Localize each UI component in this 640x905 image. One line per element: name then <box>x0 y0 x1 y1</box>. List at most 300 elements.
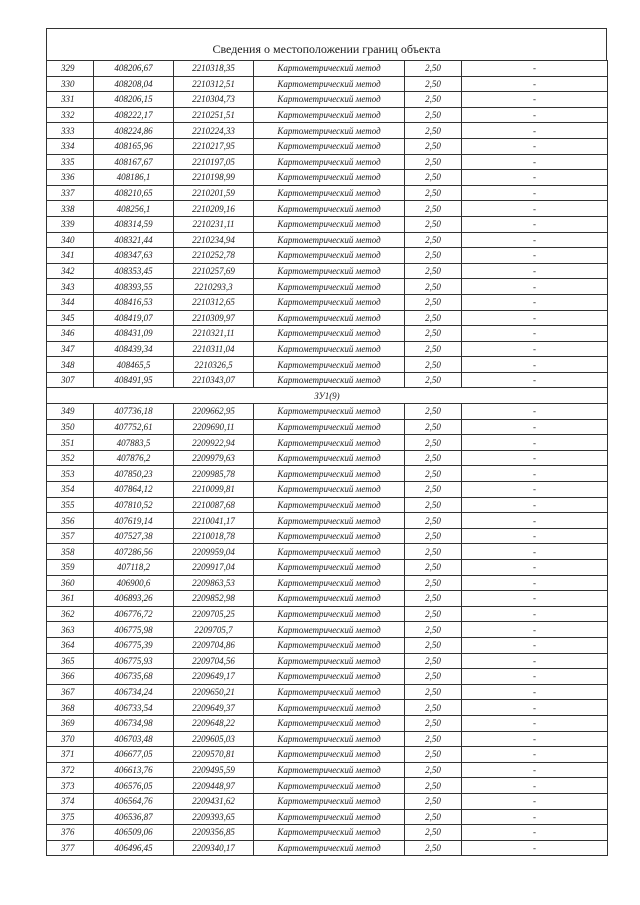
description-cell: - <box>462 840 608 856</box>
method-cell: Картометрический метод <box>254 778 405 794</box>
accuracy-cell: 2,50 <box>405 669 462 685</box>
method-cell: Картометрический метод <box>254 809 405 825</box>
y-coordinate-cell: 2209650,21 <box>174 684 254 700</box>
table-row <box>47 482 608 498</box>
y-coordinate-cell: 2210018,78 <box>174 528 254 544</box>
point-number-cell: 356 <box>47 513 94 529</box>
y-coordinate-cell: 2209393,65 <box>174 809 254 825</box>
table-row <box>47 684 608 700</box>
description-cell: - <box>462 606 608 622</box>
method-cell: Картометрический метод <box>254 591 405 607</box>
accuracy-cell: 2,50 <box>405 637 462 653</box>
description-cell: - <box>462 372 608 388</box>
description-cell: - <box>462 92 608 108</box>
accuracy-cell: 2,50 <box>405 497 462 513</box>
y-coordinate-cell: 2209448,97 <box>174 778 254 794</box>
x-coordinate-cell: 406677,05 <box>94 747 174 763</box>
point-number-cell: 343 <box>47 279 94 295</box>
accuracy-cell: 2,50 <box>405 825 462 841</box>
accuracy-cell: 2,50 <box>405 92 462 108</box>
x-coordinate-cell: 408210,65 <box>94 185 174 201</box>
point-number-cell: 354 <box>47 482 94 498</box>
table-row <box>47 450 608 466</box>
point-number-cell: 376 <box>47 825 94 841</box>
x-coordinate-cell: 407752,61 <box>94 419 174 435</box>
method-cell: Картометрический метод <box>254 154 405 170</box>
description-cell: - <box>462 560 608 576</box>
method-cell: Картометрический метод <box>254 76 405 92</box>
x-coordinate-cell: 406776,72 <box>94 606 174 622</box>
description-cell: - <box>462 747 608 763</box>
y-coordinate-cell: 2209662,95 <box>174 404 254 420</box>
method-cell: Картометрический метод <box>254 560 405 576</box>
description-cell: - <box>462 216 608 232</box>
point-number-cell: 353 <box>47 466 94 482</box>
description-cell: - <box>462 107 608 123</box>
method-cell: Картометрический метод <box>254 544 405 560</box>
method-cell: Картометрический метод <box>254 185 405 201</box>
y-coordinate-cell: 2210197,05 <box>174 154 254 170</box>
boundary-sheet <box>46 28 607 856</box>
x-coordinate-cell: 406775,93 <box>94 653 174 669</box>
point-number-cell: 373 <box>47 778 94 794</box>
accuracy-cell: 2,50 <box>405 809 462 825</box>
accuracy-cell: 2,50 <box>405 138 462 154</box>
description-cell: - <box>462 715 608 731</box>
table-row <box>47 170 608 186</box>
y-coordinate-cell: 2210309,97 <box>174 310 254 326</box>
table-row <box>47 294 608 310</box>
y-coordinate-cell: 2210087,68 <box>174 497 254 513</box>
table-row <box>47 622 608 638</box>
accuracy-cell: 2,50 <box>405 575 462 591</box>
method-cell: Картометрический метод <box>254 840 405 856</box>
table-row <box>47 513 608 529</box>
accuracy-cell: 2,50 <box>405 419 462 435</box>
y-coordinate-cell: 2209649,17 <box>174 669 254 685</box>
method-cell: Картометрический метод <box>254 372 405 388</box>
y-coordinate-cell: 2209852,98 <box>174 591 254 607</box>
method-cell: Картометрический метод <box>254 669 405 685</box>
table-row <box>47 185 608 201</box>
x-coordinate-cell: 406775,98 <box>94 622 174 638</box>
table-row <box>47 357 608 373</box>
table-row <box>47 341 608 357</box>
description-cell: - <box>462 778 608 794</box>
description-cell: - <box>462 263 608 279</box>
group-header-row <box>47 388 608 404</box>
point-number-cell: 336 <box>47 170 94 186</box>
x-coordinate-cell: 408416,53 <box>94 294 174 310</box>
x-coordinate-cell: 406509,06 <box>94 825 174 841</box>
x-coordinate-cell: 408167,67 <box>94 154 174 170</box>
method-cell: Картометрический метод <box>254 170 405 186</box>
group-label: ЗУ1(9) <box>47 388 608 404</box>
table-row <box>47 123 608 139</box>
x-coordinate-cell: 408224,86 <box>94 123 174 139</box>
table-row <box>47 793 608 809</box>
description-cell: - <box>462 466 608 482</box>
table-row <box>47 591 608 607</box>
point-number-cell: 370 <box>47 731 94 747</box>
point-number-cell: 339 <box>47 216 94 232</box>
x-coordinate-cell: 407736,18 <box>94 404 174 420</box>
accuracy-cell: 2,50 <box>405 591 462 607</box>
accuracy-cell: 2,50 <box>405 263 462 279</box>
method-cell: Картометрический метод <box>254 513 405 529</box>
table-row <box>47 778 608 794</box>
point-number-cell: 347 <box>47 341 94 357</box>
description-cell: - <box>462 279 608 295</box>
point-number-cell: 364 <box>47 637 94 653</box>
point-number-cell: 368 <box>47 700 94 716</box>
accuracy-cell: 2,50 <box>405 653 462 669</box>
description-cell: - <box>462 450 608 466</box>
table-row <box>47 715 608 731</box>
table-row <box>47 326 608 342</box>
y-coordinate-cell: 2210318,35 <box>174 61 254 77</box>
table-row <box>47 762 608 778</box>
x-coordinate-cell: 408419,07 <box>94 310 174 326</box>
accuracy-cell: 2,50 <box>405 248 462 264</box>
table-row <box>47 700 608 716</box>
point-number-cell: 351 <box>47 435 94 451</box>
y-coordinate-cell: 2209917,04 <box>174 560 254 576</box>
method-cell: Картометрический метод <box>254 357 405 373</box>
point-number-cell: 359 <box>47 560 94 576</box>
description-cell: - <box>462 138 608 154</box>
method-cell: Картометрический метод <box>254 294 405 310</box>
description-cell: - <box>462 61 608 77</box>
description-cell: - <box>462 419 608 435</box>
x-coordinate-cell: 406735,68 <box>94 669 174 685</box>
x-coordinate-cell: 407850,23 <box>94 466 174 482</box>
accuracy-cell: 2,50 <box>405 747 462 763</box>
y-coordinate-cell: 2209648,22 <box>174 715 254 731</box>
accuracy-cell: 2,50 <box>405 606 462 622</box>
y-coordinate-cell: 2210099,81 <box>174 482 254 498</box>
table-row <box>47 809 608 825</box>
table-row <box>47 138 608 154</box>
y-coordinate-cell: 2210209,16 <box>174 201 254 217</box>
point-number-cell: 340 <box>47 232 94 248</box>
point-number-cell: 350 <box>47 419 94 435</box>
description-cell: - <box>462 76 608 92</box>
y-coordinate-cell: 2210257,69 <box>174 263 254 279</box>
point-number-cell: 330 <box>47 76 94 92</box>
method-cell: Картометрический метод <box>254 482 405 498</box>
description-cell: - <box>462 310 608 326</box>
accuracy-cell: 2,50 <box>405 622 462 638</box>
accuracy-cell: 2,50 <box>405 294 462 310</box>
table-row <box>47 232 608 248</box>
point-number-cell: 349 <box>47 404 94 420</box>
point-number-cell: 358 <box>47 544 94 560</box>
x-coordinate-cell: 408465,5 <box>94 357 174 373</box>
x-coordinate-cell: 407527,38 <box>94 528 174 544</box>
y-coordinate-cell: 2209959,04 <box>174 544 254 560</box>
method-cell: Картометрический метод <box>254 248 405 264</box>
accuracy-cell: 2,50 <box>405 61 462 77</box>
point-number-cell: 357 <box>47 528 94 544</box>
method-cell: Картометрический метод <box>254 622 405 638</box>
description-cell: - <box>462 154 608 170</box>
accuracy-cell: 2,50 <box>405 279 462 295</box>
method-cell: Картометрический метод <box>254 747 405 763</box>
x-coordinate-cell: 407883,5 <box>94 435 174 451</box>
coordinates-table <box>46 60 608 856</box>
method-cell: Картометрический метод <box>254 201 405 217</box>
table-row <box>47 248 608 264</box>
x-coordinate-cell: 408321,44 <box>94 232 174 248</box>
description-cell: - <box>462 809 608 825</box>
method-cell: Картометрический метод <box>254 123 405 139</box>
y-coordinate-cell: 2210311,04 <box>174 341 254 357</box>
table-row <box>47 61 608 77</box>
y-coordinate-cell: 2210224,33 <box>174 123 254 139</box>
description-cell: - <box>462 793 608 809</box>
table-row <box>47 653 608 669</box>
x-coordinate-cell: 408353,45 <box>94 263 174 279</box>
table-row <box>47 637 608 653</box>
accuracy-cell: 2,50 <box>405 528 462 544</box>
y-coordinate-cell: 2210231,11 <box>174 216 254 232</box>
description-cell: - <box>462 513 608 529</box>
point-number-cell: 332 <box>47 107 94 123</box>
table-row <box>47 575 608 591</box>
point-number-cell: 352 <box>47 450 94 466</box>
x-coordinate-cell: 406496,45 <box>94 840 174 856</box>
method-cell: Картометрический метод <box>254 61 405 77</box>
accuracy-cell: 2,50 <box>405 123 462 139</box>
table-row <box>47 606 608 622</box>
accuracy-cell: 2,50 <box>405 731 462 747</box>
y-coordinate-cell: 2210234,94 <box>174 232 254 248</box>
point-number-cell: 329 <box>47 61 94 77</box>
y-coordinate-cell: 2209605,03 <box>174 731 254 747</box>
x-coordinate-cell: 406775,39 <box>94 637 174 653</box>
method-cell: Картометрический метод <box>254 232 405 248</box>
accuracy-cell: 2,50 <box>405 544 462 560</box>
description-cell: - <box>462 544 608 560</box>
y-coordinate-cell: 2209979,63 <box>174 450 254 466</box>
y-coordinate-cell: 2209704,56 <box>174 653 254 669</box>
y-coordinate-cell: 2210312,51 <box>174 76 254 92</box>
accuracy-cell: 2,50 <box>405 435 462 451</box>
description-cell: - <box>462 123 608 139</box>
x-coordinate-cell: 406900,6 <box>94 575 174 591</box>
method-cell: Картометрический метод <box>254 528 405 544</box>
point-number-cell: 372 <box>47 762 94 778</box>
point-number-cell: 365 <box>47 653 94 669</box>
method-cell: Картометрический метод <box>254 419 405 435</box>
y-coordinate-cell: 2209431,62 <box>174 793 254 809</box>
table-row <box>47 419 608 435</box>
method-cell: Картометрический метод <box>254 637 405 653</box>
table-row <box>47 201 608 217</box>
point-number-cell: 377 <box>47 840 94 856</box>
table-row <box>47 528 608 544</box>
x-coordinate-cell: 408393,55 <box>94 279 174 295</box>
x-coordinate-cell: 407876,2 <box>94 450 174 466</box>
table-row <box>47 435 608 451</box>
y-coordinate-cell: 2210198,99 <box>174 170 254 186</box>
description-cell: - <box>462 762 608 778</box>
description-cell: - <box>462 482 608 498</box>
description-cell: - <box>462 591 608 607</box>
x-coordinate-cell: 406536,87 <box>94 809 174 825</box>
table-row <box>47 216 608 232</box>
point-number-cell: 337 <box>47 185 94 201</box>
accuracy-cell: 2,50 <box>405 107 462 123</box>
point-number-cell: 361 <box>47 591 94 607</box>
point-number-cell: 335 <box>47 154 94 170</box>
x-coordinate-cell: 408491,95 <box>94 372 174 388</box>
page-title: Сведения о местоположении границ объекта <box>46 28 607 60</box>
point-number-cell: 346 <box>47 326 94 342</box>
table-row <box>47 747 608 763</box>
x-coordinate-cell: 407118,2 <box>94 560 174 576</box>
y-coordinate-cell: 2209690,11 <box>174 419 254 435</box>
x-coordinate-cell: 408314,59 <box>94 216 174 232</box>
method-cell: Картометрический метод <box>254 466 405 482</box>
method-cell: Картометрический метод <box>254 310 405 326</box>
description-cell: - <box>462 185 608 201</box>
method-cell: Картометрический метод <box>254 263 405 279</box>
method-cell: Картометрический метод <box>254 326 405 342</box>
method-cell: Картометрический метод <box>254 575 405 591</box>
accuracy-cell: 2,50 <box>405 684 462 700</box>
method-cell: Картометрический метод <box>254 92 405 108</box>
point-number-cell: 366 <box>47 669 94 685</box>
x-coordinate-cell: 406734,98 <box>94 715 174 731</box>
accuracy-cell: 2,50 <box>405 357 462 373</box>
method-cell: Картометрический метод <box>254 216 405 232</box>
method-cell: Картометрический метод <box>254 653 405 669</box>
table-row <box>47 92 608 108</box>
x-coordinate-cell: 408206,15 <box>94 92 174 108</box>
x-coordinate-cell: 406734,24 <box>94 684 174 700</box>
method-cell: Картометрический метод <box>254 341 405 357</box>
description-cell: - <box>462 170 608 186</box>
description-cell: - <box>462 622 608 638</box>
table-row <box>47 372 608 388</box>
y-coordinate-cell: 2209922,94 <box>174 435 254 451</box>
description-cell: - <box>462 294 608 310</box>
table-row <box>47 544 608 560</box>
y-coordinate-cell: 2209495,59 <box>174 762 254 778</box>
x-coordinate-cell: 406613,76 <box>94 762 174 778</box>
description-cell: - <box>462 700 608 716</box>
point-number-cell: 345 <box>47 310 94 326</box>
x-coordinate-cell: 408186,1 <box>94 170 174 186</box>
method-cell: Картометрический метод <box>254 825 405 841</box>
y-coordinate-cell: 2210343,07 <box>174 372 254 388</box>
table-row <box>47 404 608 420</box>
point-number-cell: 338 <box>47 201 94 217</box>
method-cell: Картометрический метод <box>254 684 405 700</box>
method-cell: Картометрический метод <box>254 450 405 466</box>
y-coordinate-cell: 2209705,25 <box>174 606 254 622</box>
point-number-cell: 367 <box>47 684 94 700</box>
x-coordinate-cell: 406576,05 <box>94 778 174 794</box>
method-cell: Картометрический метод <box>254 762 405 778</box>
y-coordinate-cell: 2210252,78 <box>174 248 254 264</box>
point-number-cell: 334 <box>47 138 94 154</box>
method-cell: Картометрический метод <box>254 793 405 809</box>
x-coordinate-cell: 408439,34 <box>94 341 174 357</box>
point-number-cell: 375 <box>47 809 94 825</box>
accuracy-cell: 2,50 <box>405 482 462 498</box>
y-coordinate-cell: 2209570,81 <box>174 747 254 763</box>
point-number-cell: 374 <box>47 793 94 809</box>
description-cell: - <box>462 825 608 841</box>
x-coordinate-cell: 407810,52 <box>94 497 174 513</box>
table-row <box>47 310 608 326</box>
description-cell: - <box>462 669 608 685</box>
x-coordinate-cell: 408206,67 <box>94 61 174 77</box>
point-number-cell: 342 <box>47 263 94 279</box>
y-coordinate-cell: 2210201,59 <box>174 185 254 201</box>
description-cell: - <box>462 435 608 451</box>
point-number-cell: 355 <box>47 497 94 513</box>
y-coordinate-cell: 2209356,85 <box>174 825 254 841</box>
y-coordinate-cell: 2209985,78 <box>174 466 254 482</box>
y-coordinate-cell: 2210041,17 <box>174 513 254 529</box>
point-number-cell: 344 <box>47 294 94 310</box>
accuracy-cell: 2,50 <box>405 216 462 232</box>
x-coordinate-cell: 406703,48 <box>94 731 174 747</box>
accuracy-cell: 2,50 <box>405 778 462 794</box>
table-row <box>47 279 608 295</box>
y-coordinate-cell: 2209863,53 <box>174 575 254 591</box>
description-cell: - <box>462 341 608 357</box>
method-cell: Картометрический метод <box>254 404 405 420</box>
description-cell: - <box>462 684 608 700</box>
method-cell: Картометрический метод <box>254 700 405 716</box>
method-cell: Картометрический метод <box>254 497 405 513</box>
y-coordinate-cell: 2210321,11 <box>174 326 254 342</box>
description-cell: - <box>462 248 608 264</box>
x-coordinate-cell: 407286,56 <box>94 544 174 560</box>
table-row <box>47 669 608 685</box>
table-row <box>47 840 608 856</box>
accuracy-cell: 2,50 <box>405 715 462 731</box>
y-coordinate-cell: 2210304,73 <box>174 92 254 108</box>
accuracy-cell: 2,50 <box>405 372 462 388</box>
accuracy-cell: 2,50 <box>405 76 462 92</box>
y-coordinate-cell: 2209649,37 <box>174 700 254 716</box>
method-cell: Картометрический метод <box>254 606 405 622</box>
x-coordinate-cell: 408431,09 <box>94 326 174 342</box>
method-cell: Картометрический метод <box>254 731 405 747</box>
accuracy-cell: 2,50 <box>405 341 462 357</box>
x-coordinate-cell: 407619,14 <box>94 513 174 529</box>
table-row <box>47 107 608 123</box>
y-coordinate-cell: 2209704,86 <box>174 637 254 653</box>
x-coordinate-cell: 408208,04 <box>94 76 174 92</box>
description-cell: - <box>462 575 608 591</box>
accuracy-cell: 2,50 <box>405 404 462 420</box>
point-number-cell: 363 <box>47 622 94 638</box>
coordinates-table-body <box>47 61 608 856</box>
table-row <box>47 825 608 841</box>
point-number-cell: 341 <box>47 248 94 264</box>
point-number-cell: 369 <box>47 715 94 731</box>
point-number-cell: 362 <box>47 606 94 622</box>
table-row <box>47 76 608 92</box>
x-coordinate-cell: 408165,96 <box>94 138 174 154</box>
